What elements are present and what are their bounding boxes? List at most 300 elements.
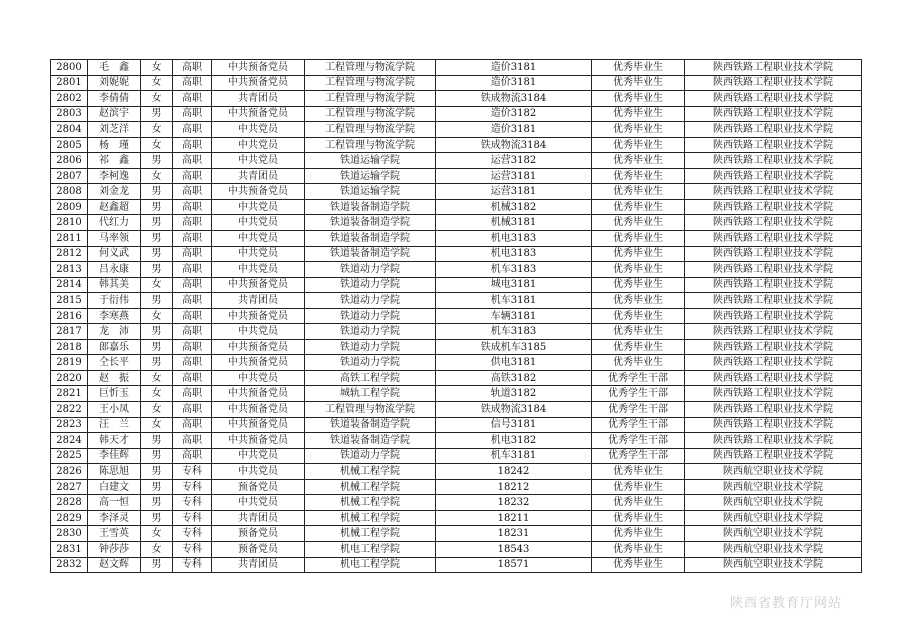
honor-cell: 优秀毕业生 [592, 464, 685, 480]
class-cell: 供电3181 [436, 355, 592, 371]
level-cell: 高职 [173, 448, 212, 464]
table-row [51, 464, 862, 480]
table-row [51, 541, 862, 557]
class-cell: 机车3181 [436, 448, 592, 464]
level-cell: 高职 [173, 433, 212, 449]
political-status-cell: 共青团员 [212, 168, 305, 184]
row-number-cell: 2818 [51, 339, 88, 355]
table-row [51, 293, 862, 309]
table-row [51, 308, 862, 324]
college-cell: 机电工程学院 [305, 541, 436, 557]
row-number-cell: 2822 [51, 402, 88, 418]
school-cell: 陕西铁路工程职业技术学院 [685, 277, 862, 293]
level-cell: 高职 [173, 308, 212, 324]
school-cell: 陕西铁路工程职业技术学院 [685, 402, 862, 418]
gender-cell: 男 [141, 448, 173, 464]
class-cell: 造价3182 [436, 106, 592, 122]
name-cell: 韩天才 [88, 433, 141, 449]
level-cell: 高职 [173, 231, 212, 247]
gender-cell: 女 [141, 60, 173, 76]
table-row [51, 339, 862, 355]
table-row [51, 91, 862, 107]
row-number-cell: 2815 [51, 293, 88, 309]
gender-cell: 男 [141, 464, 173, 480]
row-number-cell: 2817 [51, 324, 88, 340]
political-status-cell: 中共党员 [212, 262, 305, 278]
class-cell: 铁成物流3184 [436, 91, 592, 107]
level-cell: 高职 [173, 355, 212, 371]
political-status-cell: 中共党员 [212, 137, 305, 153]
school-cell: 陕西铁路工程职业技术学院 [685, 433, 862, 449]
school-cell: 陕西铁路工程职业技术学院 [685, 262, 862, 278]
college-cell: 铁道动力学院 [305, 448, 436, 464]
honor-cell: 优秀学生干部 [592, 370, 685, 386]
table-row [51, 106, 862, 122]
honor-cell: 优秀毕业生 [592, 215, 685, 231]
gender-cell: 男 [141, 199, 173, 215]
table-row [51, 495, 862, 511]
political-status-cell: 中共党员 [212, 370, 305, 386]
college-cell: 铁道装备制造学院 [305, 417, 436, 433]
school-cell: 陕西铁路工程职业技术学院 [685, 184, 862, 200]
level-cell: 高职 [173, 262, 212, 278]
school-cell: 陕西铁路工程职业技术学院 [685, 215, 862, 231]
college-cell: 铁道装备制造学院 [305, 433, 436, 449]
row-number-cell: 2812 [51, 246, 88, 262]
college-cell: 工程管理与物流学院 [305, 137, 436, 153]
gender-cell: 男 [141, 106, 173, 122]
political-status-cell: 中共预备党员 [212, 75, 305, 91]
political-status-cell: 共青团员 [212, 557, 305, 573]
row-number-cell: 2805 [51, 137, 88, 153]
gender-cell: 男 [141, 433, 173, 449]
school-cell: 陕西铁路工程职业技术学院 [685, 246, 862, 262]
political-status-cell: 中共党员 [212, 199, 305, 215]
row-number-cell: 2814 [51, 277, 88, 293]
name-cell: 白建文 [88, 479, 141, 495]
level-cell: 高职 [173, 370, 212, 386]
honor-cell: 优秀毕业生 [592, 137, 685, 153]
name-cell: 龙 沛 [88, 324, 141, 340]
row-number-cell: 2826 [51, 464, 88, 480]
college-cell: 机械工程学院 [305, 479, 436, 495]
class-cell: 机车3183 [436, 262, 592, 278]
name-cell: 王雪英 [88, 526, 141, 542]
college-cell: 铁道动力学院 [305, 308, 436, 324]
gender-cell: 女 [141, 386, 173, 402]
row-number-cell: 2821 [51, 386, 88, 402]
school-cell: 陕西航空职业技术学院 [685, 464, 862, 480]
table-row [51, 479, 862, 495]
class-cell: 18543 [436, 541, 592, 557]
name-cell: 巨忻玉 [88, 386, 141, 402]
honor-cell: 优秀毕业生 [592, 262, 685, 278]
honor-cell: 优秀学生干部 [592, 448, 685, 464]
table-row [51, 168, 862, 184]
row-number-cell: 2808 [51, 184, 88, 200]
political-status-cell: 中共预备党员 [212, 355, 305, 371]
gender-cell: 男 [141, 495, 173, 511]
class-cell: 18242 [436, 464, 592, 480]
table-row [51, 215, 862, 231]
college-cell: 铁道动力学院 [305, 262, 436, 278]
college-cell: 铁道装备制造学院 [305, 215, 436, 231]
college-cell: 铁道动力学院 [305, 324, 436, 340]
class-cell: 18231 [436, 526, 592, 542]
school-cell: 陕西铁路工程职业技术学院 [685, 153, 862, 169]
level-cell: 高职 [173, 277, 212, 293]
name-cell: 赵滨宇 [88, 106, 141, 122]
level-cell: 高职 [173, 386, 212, 402]
honor-cell: 优秀毕业生 [592, 308, 685, 324]
row-number-cell: 2809 [51, 199, 88, 215]
level-cell: 高职 [173, 168, 212, 184]
row-number-cell: 2811 [51, 231, 88, 247]
school-cell: 陕西铁路工程职业技术学院 [685, 386, 862, 402]
table-row [51, 60, 862, 76]
honor-cell: 优秀学生干部 [592, 386, 685, 402]
gender-cell: 女 [141, 370, 173, 386]
political-status-cell: 中共预备党员 [212, 60, 305, 76]
row-number-cell: 2832 [51, 557, 88, 573]
school-cell: 陕西航空职业技术学院 [685, 510, 862, 526]
honor-cell: 优秀学生干部 [592, 433, 685, 449]
school-cell: 陕西铁路工程职业技术学院 [685, 448, 862, 464]
row-number-cell: 2803 [51, 106, 88, 122]
school-cell: 陕西铁路工程职业技术学院 [685, 293, 862, 309]
gender-cell: 女 [141, 91, 173, 107]
name-cell: 刘金龙 [88, 184, 141, 200]
honor-cell: 优秀毕业生 [592, 168, 685, 184]
college-cell: 机械工程学院 [305, 495, 436, 511]
school-cell: 陕西铁路工程职业技术学院 [685, 168, 862, 184]
college-cell: 城轨工程学院 [305, 386, 436, 402]
political-status-cell: 中共党员 [212, 122, 305, 138]
table-row [51, 75, 862, 91]
college-cell: 铁道动力学院 [305, 339, 436, 355]
political-status-cell: 共青团员 [212, 91, 305, 107]
school-cell: 陕西铁路工程职业技术学院 [685, 137, 862, 153]
class-cell: 18211 [436, 510, 592, 526]
level-cell: 高职 [173, 122, 212, 138]
table-row [51, 277, 862, 293]
level-cell: 高职 [173, 215, 212, 231]
row-number-cell: 2807 [51, 168, 88, 184]
political-status-cell: 中共预备党员 [212, 402, 305, 418]
gender-cell: 女 [141, 402, 173, 418]
class-cell: 机电3182 [436, 433, 592, 449]
name-cell: 高一恒 [88, 495, 141, 511]
gender-cell: 男 [141, 293, 173, 309]
honor-cell: 优秀毕业生 [592, 91, 685, 107]
name-cell: 毛 鑫 [88, 60, 141, 76]
table-row [51, 448, 862, 464]
school-cell: 陕西铁路工程职业技术学院 [685, 324, 862, 340]
honor-cell: 优秀毕业生 [592, 293, 685, 309]
row-number-cell: 2825 [51, 448, 88, 464]
class-cell: 造价3181 [436, 75, 592, 91]
college-cell: 铁道装备制造学院 [305, 246, 436, 262]
political-status-cell: 共青团员 [212, 510, 305, 526]
gender-cell: 男 [141, 324, 173, 340]
class-cell: 运营3181 [436, 184, 592, 200]
table-row [51, 386, 862, 402]
political-status-cell: 中共党员 [212, 464, 305, 480]
honor-cell: 优秀毕业生 [592, 339, 685, 355]
table-row [51, 184, 862, 200]
name-cell: 王小凤 [88, 402, 141, 418]
gender-cell: 男 [141, 339, 173, 355]
name-cell: 钟莎莎 [88, 541, 141, 557]
school-cell: 陕西航空职业技术学院 [685, 526, 862, 542]
college-cell: 铁道装备制造学院 [305, 231, 436, 247]
political-status-cell: 中共预备党员 [212, 277, 305, 293]
gender-cell: 男 [141, 479, 173, 495]
row-number-cell: 2823 [51, 417, 88, 433]
table-row [51, 402, 862, 418]
class-cell: 轨道3182 [436, 386, 592, 402]
table-row [51, 417, 862, 433]
class-cell: 高铁3182 [436, 370, 592, 386]
table-row [51, 153, 862, 169]
gender-cell: 男 [141, 231, 173, 247]
political-status-cell: 中共党员 [212, 215, 305, 231]
honor-cell: 优秀毕业生 [592, 526, 685, 542]
level-cell: 高职 [173, 199, 212, 215]
political-status-cell: 中共党员 [212, 246, 305, 262]
college-cell: 铁道装备制造学院 [305, 199, 436, 215]
gender-cell: 男 [141, 262, 173, 278]
class-cell: 机械3181 [436, 215, 592, 231]
class-cell: 18571 [436, 557, 592, 573]
row-number-cell: 2824 [51, 433, 88, 449]
table-row [51, 526, 862, 542]
table-row [51, 246, 862, 262]
political-status-cell: 预备党员 [212, 541, 305, 557]
college-cell: 机电工程学院 [305, 557, 436, 573]
level-cell: 高职 [173, 137, 212, 153]
class-cell: 18212 [436, 479, 592, 495]
gender-cell: 女 [141, 541, 173, 557]
school-cell: 陕西航空职业技术学院 [685, 495, 862, 511]
level-cell: 高职 [173, 293, 212, 309]
row-number-cell: 2801 [51, 75, 88, 91]
political-status-cell: 中共预备党员 [212, 433, 305, 449]
gender-cell: 男 [141, 153, 173, 169]
table-row [51, 370, 862, 386]
gender-cell: 女 [141, 308, 173, 324]
political-status-cell: 中共预备党员 [212, 106, 305, 122]
college-cell: 工程管理与物流学院 [305, 402, 436, 418]
level-cell: 高职 [173, 91, 212, 107]
row-number-cell: 2810 [51, 215, 88, 231]
class-cell: 铁成机车3185 [436, 339, 592, 355]
honor-cell: 优秀毕业生 [592, 510, 685, 526]
table-row [51, 557, 862, 573]
table-body [51, 60, 862, 573]
name-cell: 刘妮妮 [88, 75, 141, 91]
gender-cell: 女 [141, 137, 173, 153]
name-cell: 李佳辉 [88, 448, 141, 464]
table-row [51, 137, 862, 153]
gender-cell: 女 [141, 526, 173, 542]
level-cell: 高职 [173, 417, 212, 433]
table-row [51, 231, 862, 247]
honor-cell: 优秀毕业生 [592, 184, 685, 200]
gender-cell: 男 [141, 557, 173, 573]
political-status-cell: 预备党员 [212, 479, 305, 495]
college-cell: 机械工程学院 [305, 510, 436, 526]
name-cell: 陈思旭 [88, 464, 141, 480]
name-cell: 祁 鑫 [88, 153, 141, 169]
name-cell: 郎嘉乐 [88, 339, 141, 355]
name-cell: 韩其美 [88, 277, 141, 293]
political-status-cell: 中共预备党员 [212, 386, 305, 402]
gender-cell: 女 [141, 417, 173, 433]
honor-cell: 优秀毕业生 [592, 557, 685, 573]
row-number-cell: 2829 [51, 510, 88, 526]
name-cell: 李柯逸 [88, 168, 141, 184]
level-cell: 高职 [173, 246, 212, 262]
class-cell: 机械3182 [436, 199, 592, 215]
college-cell: 铁道运输学院 [305, 168, 436, 184]
political-status-cell: 中共预备党员 [212, 417, 305, 433]
political-status-cell: 中共预备党员 [212, 308, 305, 324]
gender-cell: 男 [141, 355, 173, 371]
political-status-cell: 共青团员 [212, 293, 305, 309]
gender-cell: 女 [141, 122, 173, 138]
name-cell: 李倩倩 [88, 91, 141, 107]
political-status-cell: 中共预备党员 [212, 339, 305, 355]
level-cell: 专科 [173, 479, 212, 495]
college-cell: 高铁工程学院 [305, 370, 436, 386]
table-row [51, 199, 862, 215]
school-cell: 陕西铁路工程职业技术学院 [685, 60, 862, 76]
college-cell: 铁道动力学院 [305, 355, 436, 371]
class-cell: 铁成物流3184 [436, 402, 592, 418]
row-number-cell: 2828 [51, 495, 88, 511]
school-cell: 陕西铁路工程职业技术学院 [685, 370, 862, 386]
class-cell: 运营3182 [436, 153, 592, 169]
school-cell: 陕西铁路工程职业技术学院 [685, 122, 862, 138]
table-row [51, 433, 862, 449]
gender-cell: 女 [141, 168, 173, 184]
row-number-cell: 2802 [51, 91, 88, 107]
college-cell: 铁道运输学院 [305, 153, 436, 169]
honor-cell: 优秀毕业生 [592, 495, 685, 511]
school-cell: 陕西铁路工程职业技术学院 [685, 339, 862, 355]
name-cell: 仝长平 [88, 355, 141, 371]
honor-cell: 优秀毕业生 [592, 153, 685, 169]
class-cell: 造价3181 [436, 60, 592, 76]
name-cell: 李寒燕 [88, 308, 141, 324]
level-cell: 高职 [173, 184, 212, 200]
class-cell: 机车3181 [436, 293, 592, 309]
row-number-cell: 2831 [51, 541, 88, 557]
class-cell: 运营3181 [436, 168, 592, 184]
honor-cell: 优秀学生干部 [592, 402, 685, 418]
college-cell: 机械工程学院 [305, 526, 436, 542]
honor-cell: 优秀毕业生 [592, 75, 685, 91]
political-status-cell: 中共党员 [212, 231, 305, 247]
gender-cell: 男 [141, 510, 173, 526]
level-cell: 高职 [173, 402, 212, 418]
political-status-cell: 中共预备党员 [212, 184, 305, 200]
watermark: 陕西省教育厅网站 [730, 596, 843, 611]
level-cell: 专科 [173, 526, 212, 542]
honor-cell: 优秀毕业生 [592, 231, 685, 247]
school-cell: 陕西铁路工程职业技术学院 [685, 231, 862, 247]
honor-cell: 优秀毕业生 [592, 277, 685, 293]
gender-cell: 男 [141, 215, 173, 231]
level-cell: 专科 [173, 541, 212, 557]
honor-cell: 优秀毕业生 [592, 541, 685, 557]
name-cell: 杨 瑾 [88, 137, 141, 153]
table-row [51, 355, 862, 371]
gender-cell: 男 [141, 246, 173, 262]
college-cell: 机械工程学院 [305, 464, 436, 480]
name-cell: 刘芝洋 [88, 122, 141, 138]
college-cell: 铁道动力学院 [305, 293, 436, 309]
name-cell: 李泽灵 [88, 510, 141, 526]
class-cell: 机电3183 [436, 246, 592, 262]
row-number-cell: 2800 [51, 60, 88, 76]
name-cell: 代红力 [88, 215, 141, 231]
honor-cell: 优秀毕业生 [592, 324, 685, 340]
level-cell: 专科 [173, 557, 212, 573]
honor-cell: 优秀毕业生 [592, 199, 685, 215]
honor-cell: 优秀毕业生 [592, 246, 685, 262]
table-row [51, 262, 862, 278]
level-cell: 专科 [173, 495, 212, 511]
class-cell: 18232 [436, 495, 592, 511]
row-number-cell: 2806 [51, 153, 88, 169]
gender-cell: 女 [141, 75, 173, 91]
class-cell: 铁成物流3184 [436, 137, 592, 153]
college-cell: 工程管理与物流学院 [305, 91, 436, 107]
college-cell: 工程管理与物流学院 [305, 60, 436, 76]
awardee-table [50, 59, 862, 573]
row-number-cell: 2830 [51, 526, 88, 542]
honor-cell: 优秀毕业生 [592, 355, 685, 371]
school-cell: 陕西铁路工程职业技术学院 [685, 75, 862, 91]
class-cell: 机电3183 [436, 231, 592, 247]
school-cell: 陕西铁路工程职业技术学院 [685, 355, 862, 371]
name-cell: 赵鑫超 [88, 199, 141, 215]
class-cell: 造价3181 [436, 122, 592, 138]
political-status-cell: 中共党员 [212, 153, 305, 169]
college-cell: 铁道动力学院 [305, 277, 436, 293]
class-cell: 信号3181 [436, 417, 592, 433]
honor-cell: 优秀学生干部 [592, 417, 685, 433]
college-cell: 工程管理与物流学院 [305, 106, 436, 122]
level-cell: 高职 [173, 153, 212, 169]
political-status-cell: 中共党员 [212, 324, 305, 340]
level-cell: 专科 [173, 464, 212, 480]
level-cell: 高职 [173, 106, 212, 122]
class-cell: 城电3181 [436, 277, 592, 293]
row-number-cell: 2813 [51, 262, 88, 278]
school-cell: 陕西航空职业技术学院 [685, 479, 862, 495]
gender-cell: 女 [141, 277, 173, 293]
honor-cell: 优秀毕业生 [592, 106, 685, 122]
row-number-cell: 2816 [51, 308, 88, 324]
class-cell: 车辆3181 [436, 308, 592, 324]
school-cell: 陕西铁路工程职业技术学院 [685, 417, 862, 433]
college-cell: 工程管理与物流学院 [305, 122, 436, 138]
political-status-cell: 预备党员 [212, 526, 305, 542]
table-row [51, 324, 862, 340]
